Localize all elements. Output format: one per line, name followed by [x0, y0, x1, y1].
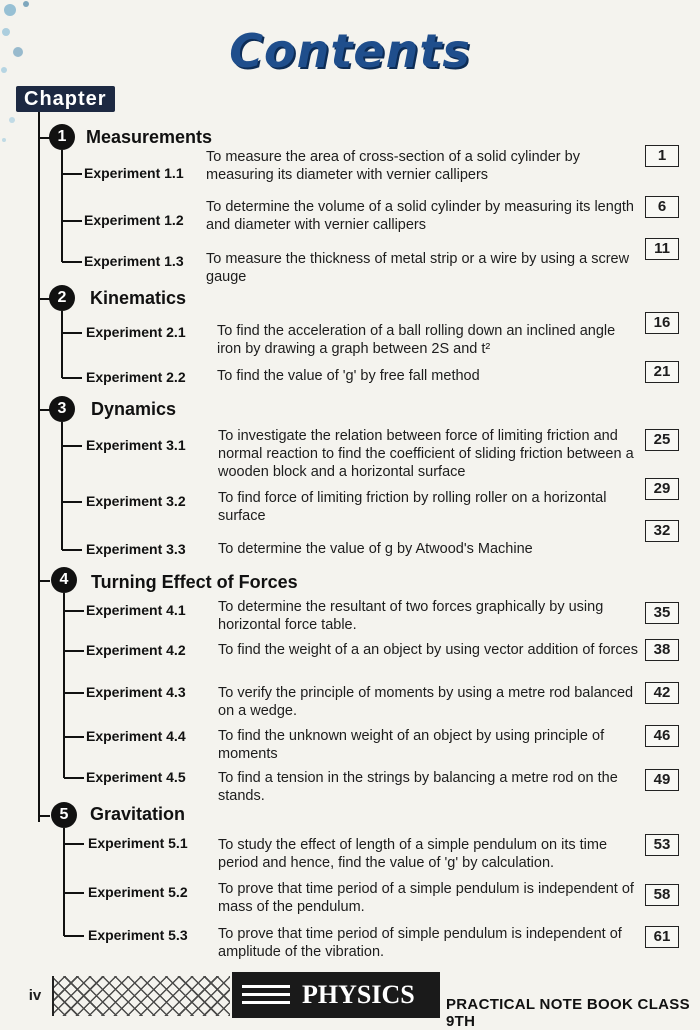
page-number-box: 16: [645, 312, 679, 334]
page-number-box: 49: [645, 769, 679, 791]
connector-line: [64, 777, 84, 779]
connector-line: [38, 815, 50, 817]
page-number-box: 32: [645, 520, 679, 542]
page-number-box: 38: [645, 639, 679, 661]
chapter-number-badge: 5: [51, 802, 77, 828]
main-spine: [38, 112, 40, 822]
experiment-desc: To find force of limiting friction by rolling roller on a horizontal surface: [218, 490, 607, 524]
chapter-tag: Chapter: [16, 86, 115, 112]
connector-line: [62, 445, 82, 447]
experiment-desc: To measure the thickness of metal strip or a wire by using a screw gauge: [206, 251, 630, 285]
experiment-label: Experiment 5.3: [88, 927, 188, 943]
experiment-label: Experiment 1.2: [84, 212, 184, 228]
chapter-spine: [61, 422, 63, 550]
footer-hatch-decoration: [52, 976, 230, 1016]
experiment-desc: To find the value of 'g' by free fall method: [217, 368, 480, 384]
chapter-spine: [61, 311, 63, 378]
page-number-box: 6: [645, 196, 679, 218]
experiment-label: Experiment 2.2: [86, 369, 186, 385]
experiment-desc: To find the weight of a an object by using vector addition of forces: [218, 642, 638, 658]
connector-line: [62, 549, 82, 551]
connector-line: [38, 580, 50, 582]
experiment-label: Experiment 3.3: [86, 541, 186, 557]
chapter-number-badge: 1: [49, 124, 75, 150]
footer-brand: PHYSICS: [302, 980, 415, 1009]
experiment-desc: To measure the area of cross-section of a solid cylinder by measuring its diameter with vernier callipers: [206, 149, 580, 183]
footer-subtitle: PRACTICAL NOTE BOOK CLASS 9TH: [446, 996, 690, 1030]
chapter-spine: [63, 593, 65, 778]
chapter-title: Dynamics: [91, 399, 177, 419]
connector-line: [64, 692, 84, 694]
experiment-label: Experiment 4.5: [86, 769, 186, 785]
connector-line: [64, 892, 84, 894]
stripes-icon: [242, 985, 290, 1009]
connector-line: [62, 173, 82, 175]
connector-line: [64, 610, 84, 612]
page-number-box: 1: [645, 145, 679, 167]
page-number-box: 42: [645, 682, 679, 704]
footer-brand-banner: [232, 972, 440, 1018]
page-number-box: 61: [645, 926, 679, 948]
chapter-spine: [61, 150, 63, 262]
connector-line: [62, 261, 82, 263]
connector-line: [64, 935, 84, 937]
experiment-desc: To study the effect of length of a simple pendulum on its time period and hence, find the value of 'g' by calculation.: [218, 837, 608, 871]
chapter-title: Gravitation: [90, 804, 186, 824]
chapter-title: Turning Effect of Forces: [91, 572, 298, 592]
connector-line: [64, 650, 84, 652]
experiment-label: Experiment 2.1: [86, 324, 186, 340]
experiment-desc: To determine the value of g by Atwood's Machine: [218, 541, 533, 557]
experiment-desc: To prove that time period of simple pendulum is independent of amplitude of the vibration.: [218, 926, 622, 960]
experiment-label: Experiment 1.1: [84, 165, 184, 181]
page-number-box: 25: [645, 429, 679, 451]
experiment-desc: To determine the resultant of two forces graphically by using horizontal force table.: [218, 599, 604, 633]
connector-line: [62, 501, 82, 503]
experiment-label: Experiment 5.2: [88, 884, 188, 900]
chapter-number-badge: 3: [49, 396, 75, 422]
footer-page-number: iv: [18, 976, 54, 1016]
experiment-label: Experiment 3.1: [86, 437, 186, 453]
page-number-box: 58: [645, 884, 679, 906]
experiment-label: Experiment 4.3: [86, 684, 186, 700]
experiment-label: Experiment 4.2: [86, 642, 186, 658]
experiment-desc: To find the unknown weight of an object by using principle of moments: [218, 728, 605, 762]
chapter-title: Measurements: [86, 127, 213, 147]
experiment-label: Experiment 1.3: [84, 253, 184, 269]
page-number-box: 46: [645, 725, 679, 747]
connector-line: [62, 332, 82, 334]
page-title: Contents: [229, 24, 471, 78]
chapter-title: Kinematics: [90, 288, 187, 308]
page-number-box: 35: [645, 602, 679, 624]
chapter-number-badge: 2: [49, 285, 75, 311]
experiment-desc: To determine the volume of a solid cylinder by measuring its length and diameter with vernier callipers: [206, 199, 634, 233]
page-number-box: 11: [645, 238, 679, 260]
experiment-label: Experiment 4.4: [86, 728, 186, 744]
connector-line: [62, 377, 82, 379]
experiment-desc: To verify the principle of moments by using a metre rod balanced on a wedge.: [218, 685, 634, 719]
experiment-desc: To prove that time period of a simple pendulum is independent of mass of the pendulum.: [218, 881, 634, 915]
experiment-desc: To find the acceleration of a ball rolling down an inclined angle iron by drawing a graph between 2S and t²: [217, 323, 616, 357]
page-number-box: 21: [645, 361, 679, 383]
chapter-number-badge: 4: [51, 567, 77, 593]
experiment-desc: To investigate the relation between force of limiting friction and normal reaction to find the coefficient of sliding friction between a wooden block and a horizontal surface: [218, 428, 634, 480]
experiment-label: Experiment 5.1: [88, 835, 188, 851]
connector-line: [64, 736, 84, 738]
connector-line: [64, 843, 84, 845]
experiment-desc: To find a tension in the strings by balancing a metre rod on the stands.: [218, 770, 618, 804]
page-number-box: 29: [645, 478, 679, 500]
experiment-label: Experiment 4.1: [86, 602, 186, 618]
page-number-box: 53: [645, 834, 679, 856]
connector-line: [62, 220, 82, 222]
experiment-label: Experiment 3.2: [86, 493, 186, 509]
